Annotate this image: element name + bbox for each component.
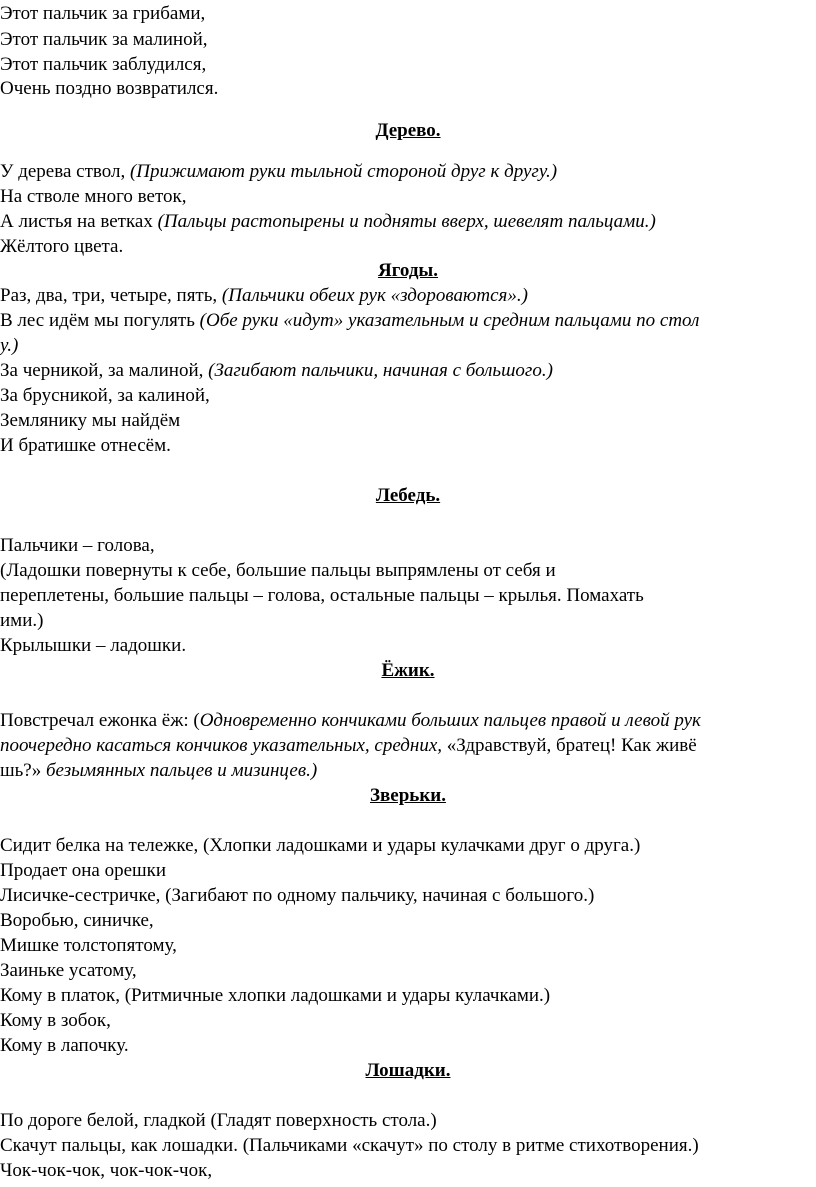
verse-line: Этот пальчик заблудился, [0, 54, 207, 75]
verse-line: За брусникой, за калиной, [0, 385, 210, 406]
instruction-note: поочередно касаться кончиков указательных, средних, [0, 735, 447, 756]
verse-line: У дерева ствол, (Прижимают руки тыльной стороной друг к другу.) [0, 161, 558, 182]
verse-line: Кому в зобок, [0, 1010, 111, 1031]
verse-line [0, 334, 18, 358]
instruction-note: Одновременно кончиками больших пальцев правой и левой рук [199, 710, 701, 731]
section-title-ezhik: Ёжик. [381, 660, 435, 681]
section-title-derevo: Дерево. [375, 120, 441, 141]
verse-line: Кому в лапочку. [0, 1035, 129, 1056]
verse-line: шь?» безымянных пальцев и мизинцев.) [0, 760, 318, 781]
verse-line: И братишке отнесём. [0, 435, 171, 456]
instruction-note: безымянных пальцев и мизинцев.) [45, 760, 318, 781]
verse-line: Раз, два, три, четыре, пять, (Пальчики обеих рук «здороваются».) [0, 285, 528, 306]
verse-line: Скачут пальцы, как лошадки. (Пальчиками «скачут» по столу в ритме стихотворения.) [0, 1135, 699, 1156]
verse-line: Заиньке усатому, [0, 960, 137, 981]
verse-line: По дороге белой, гладкой (Гладят поверхность стола.) [0, 1110, 437, 1131]
verse-line: поочередно касаться кончиков указательных, средних, «Здравствуй, братец! Как живё [0, 735, 697, 756]
instruction-note: (Пальцы растопырены и подняты вверх, шевелят пальцами.) [157, 211, 656, 232]
instruction-note: (Пальчики обеих рук «здороваются».) [221, 285, 528, 306]
verse-line: Очень поздно возвратился. [0, 78, 219, 99]
verse-line: Этот пальчик за малиной, [0, 29, 208, 50]
verse-line: На стволе много веток, [0, 186, 187, 207]
instruction-note: (Загибают пальчики, начиная с большого.) [208, 360, 553, 381]
verse-line: Лисичке-сестричке, (Загибают по одному пальчику, начиная с большого.) [0, 885, 595, 906]
verse-line: В лес идём мы погулять (Обе руки «идут» указательным и средним пальцами по стол [0, 310, 700, 331]
instruction-note: (Обе руки «идут» указательным и средним пальцами по стол [199, 310, 700, 331]
verse-line: Воробью, синичке, [0, 910, 154, 931]
verse-line: Продает она орешки [0, 860, 167, 881]
verse-line: Мишке толстопятому, [0, 935, 177, 956]
section-title-lebed: Лебедь. [375, 485, 441, 506]
verse-line: Пальчики – голова, [0, 535, 155, 556]
verse-line: Крылышки – ладошки. [0, 635, 187, 656]
verse-line: Жёлтого цвета. [0, 236, 124, 257]
verse-line: За черникой, за малиной, (Загибают пальчики, начиная с большого.) [0, 360, 553, 381]
verse-line: Кому в платок, (Ритмичные хлопки ладошками и удары кулачками.) [0, 985, 551, 1006]
verse-line: ими.) [0, 610, 44, 631]
verse-line: Этот пальчик за грибами, [0, 3, 206, 24]
verse-line: Землянику мы найдём [0, 410, 181, 431]
verse-line: (Ладошки повернуты к себе, большие пальцы выпрямлены от себя и [0, 560, 556, 581]
verse-line: переплетены, большие пальцы – голова, остальные пальцы – крылья. Помахать [0, 585, 644, 606]
verse-line: А листья на ветках (Пальцы растопырены и подняты вверх, шевелят пальцами.) [0, 211, 656, 232]
section-title-yagody: Ягоды. [377, 260, 439, 281]
instruction-note: у.) [0, 335, 19, 356]
section-title-zverki: Зверьки. [370, 785, 446, 806]
instruction-note: (Прижимают руки тыльной стороной друг к другу.) [129, 161, 558, 182]
verse-line: Повстречал ежонка ёж: (Одновременно кончиками больших пальцев правой и левой рук [0, 710, 701, 731]
section-title-loshadki: Лошадки. [365, 1060, 451, 1081]
verse-line: Чок-чок-чок, чок-чок-чок, [0, 1160, 213, 1181]
verse-line: Сидит белка на тележке, (Хлопки ладошками и удары кулачками друг о друга.) [0, 835, 641, 856]
